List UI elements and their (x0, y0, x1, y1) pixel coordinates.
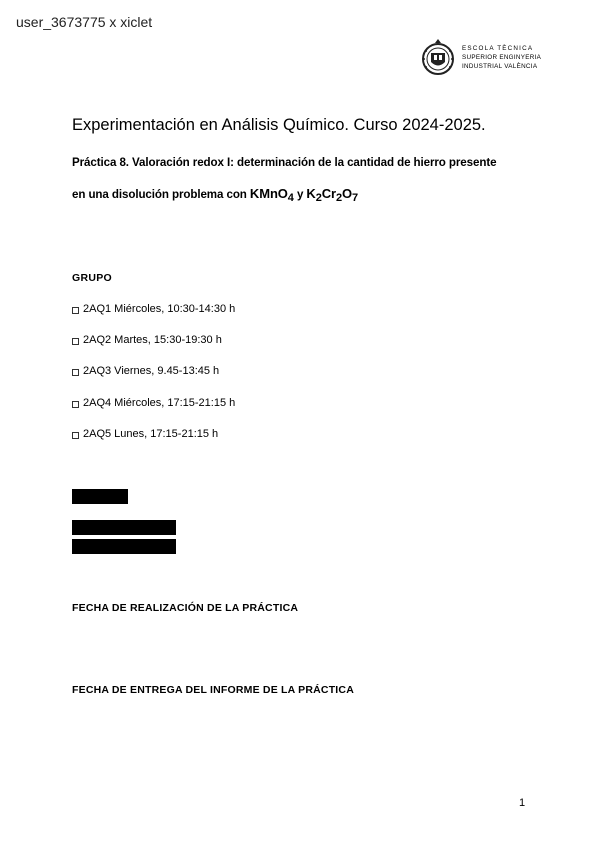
formula-k2cr2o7 (306, 186, 359, 204)
practice-subtitle-line-1: Práctica 8. Valoración redox I: determinación de la cantidad de hierro presente (72, 156, 497, 169)
formula-subscript: 2 (315, 192, 322, 204)
group-option-label: 2AQ4 Miércoles, 17:15-21:15 h (83, 397, 236, 409)
group-option-2aq3[interactable] (72, 365, 219, 377)
page-number: 1 (519, 797, 526, 809)
group-option-label: 2AQ2 Martes, 15:30-19:30 h (83, 334, 222, 346)
redaction-bar (72, 489, 128, 504)
formula-part: KMnO (249, 186, 288, 201)
logo-text (462, 44, 541, 71)
group-option-label: 2AQ5 Lunes, 17:15-21:15 h (83, 428, 219, 440)
group-option-2aq2[interactable] (72, 334, 222, 346)
checkbox-icon[interactable] (72, 401, 79, 408)
group-option-2aq4[interactable] (72, 397, 235, 409)
subtitle-conjunction: y (293, 188, 307, 201)
seal-icon (420, 37, 456, 77)
checkbox-icon[interactable] (72, 432, 79, 439)
fecha-entrega-heading: FECHA DE ENTREGA DEL INFORME DE LA PRÁCTICA (72, 684, 354, 696)
formula-subscript: 4 (287, 192, 294, 204)
formula-part: K (306, 186, 316, 201)
checkbox-icon[interactable] (72, 307, 79, 314)
logo-line-3: INDUSTRIAL VALÈNCIA (462, 62, 538, 70)
redaction-bar (72, 539, 176, 554)
checkbox-icon[interactable] (72, 369, 79, 376)
group-option-label: 2AQ3 Viernes, 9.45-13:45 h (83, 365, 220, 377)
school-logo (420, 37, 541, 77)
fecha-realizacion-heading: FECHA DE REALIZACIÓN DE LA PRÁCTICA (72, 602, 299, 614)
practice-subtitle-line-2 (72, 186, 359, 204)
redaction-bar (72, 520, 176, 535)
formula-part: O (342, 186, 353, 201)
formula-part: Cr (321, 186, 336, 201)
subtitle-prefix: en una disolución problema con (72, 188, 250, 201)
formula-kmno4 (249, 186, 294, 204)
checkbox-icon[interactable] (72, 338, 79, 345)
group-option-label: 2AQ1 Miércoles, 10:30-14:30 h (83, 303, 236, 315)
group-option-2aq5[interactable] (72, 428, 218, 440)
grupo-heading: GRUPO (72, 272, 113, 284)
formula-subscript: 2 (336, 192, 343, 204)
document-title: Experimentación en Análisis Químico. Curso 2024-2025. (72, 116, 486, 134)
group-option-2aq1[interactable] (72, 303, 235, 315)
formula-subscript: 7 (352, 192, 359, 204)
logo-line-1: ESCOLA TÈCNICA (462, 44, 534, 52)
watermark-text: user_3673775 x xiclet (16, 14, 153, 30)
logo-line-2: SUPERIOR ENGINYERIA (462, 53, 542, 61)
